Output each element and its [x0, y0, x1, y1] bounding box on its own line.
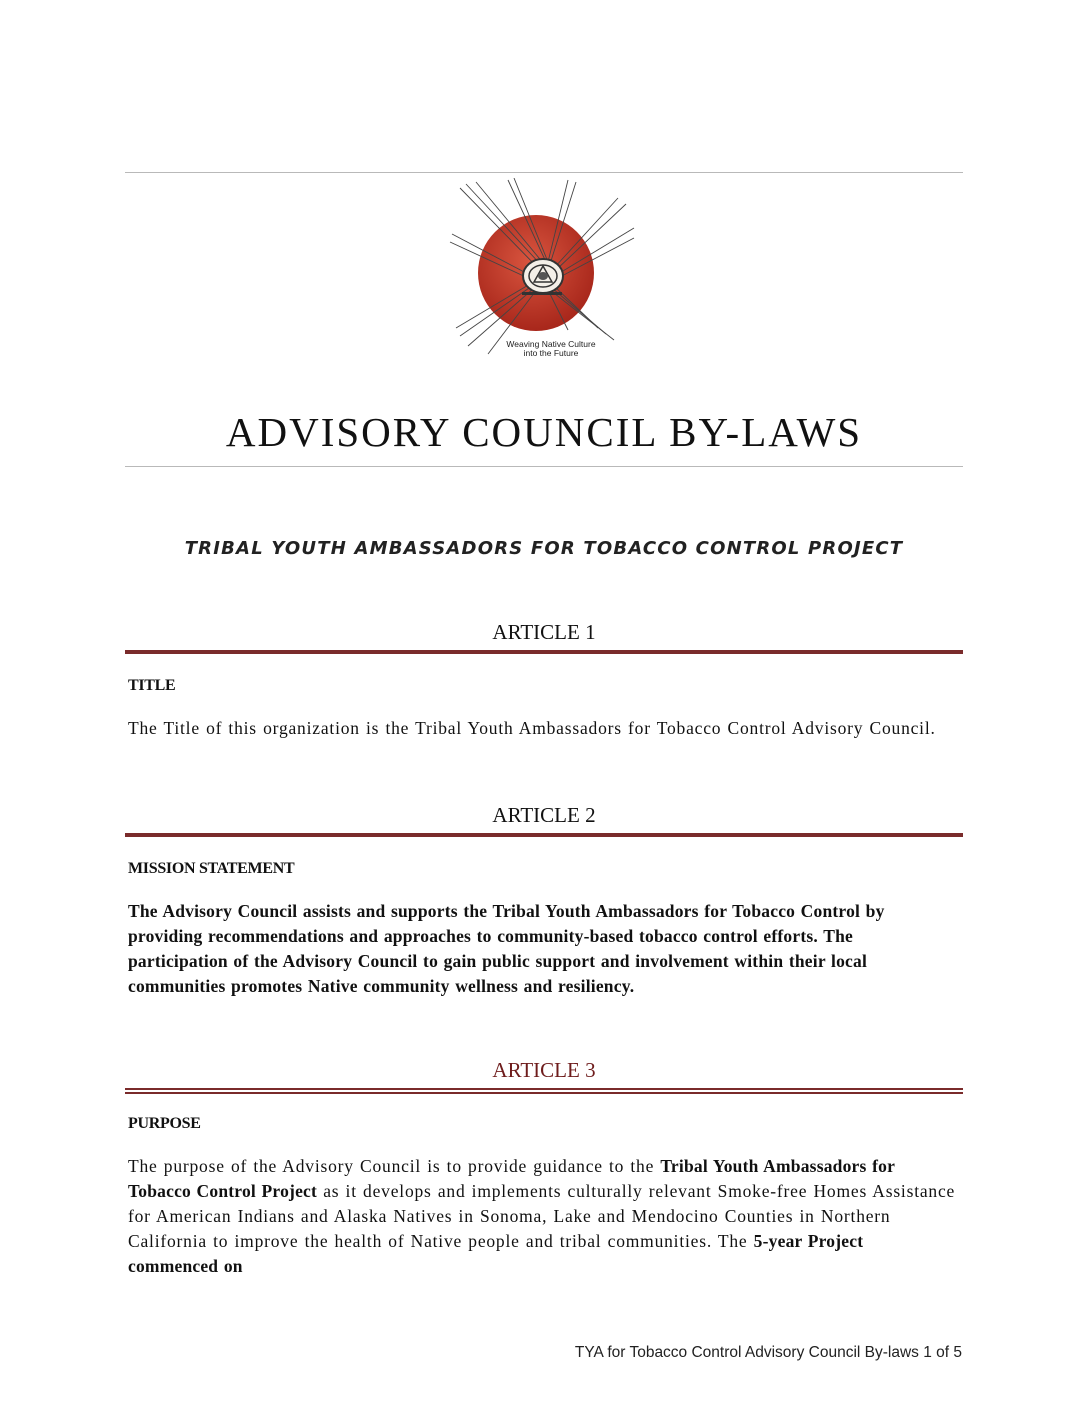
- top-rule: [125, 172, 963, 173]
- article-3-rule: [125, 1088, 963, 1094]
- article-2-rule: [125, 833, 963, 837]
- article-1-rule: [125, 650, 963, 654]
- project-subtitle: TRIBAL YOUTH AMBASSADORS FOR TOBACCO CONTROL PROJECT: [184, 538, 904, 559]
- woven-basket-emblem-icon: [448, 178, 638, 366]
- article-2-label: MISSION STATEMENT: [128, 860, 295, 877]
- logo-caption-line2: into the Future: [523, 348, 579, 358]
- article-3-text-part1: The purpose of the Advisory Council is to provide guidance to the: [128, 1156, 661, 1176]
- article-3-label: PURPOSE: [128, 1115, 201, 1132]
- article-1-heading: ARTICLE 1: [492, 620, 596, 644]
- title-rule: [125, 466, 963, 467]
- article-1-text: The Title of this organization is the Tribal Youth Ambassadors for Tobacco Control Advisory Council.: [128, 718, 936, 738]
- article-3-text-bold1: Tribal Youth Ambassadors for Tobacco Control Project: [128, 1156, 895, 1201]
- article-3-text: [128, 1154, 958, 1279]
- article-2-heading: ARTICLE 2: [492, 803, 596, 827]
- page-title: ADVISORY COUNCIL BY-LAWS: [225, 409, 863, 455]
- article-2-text: The Advisory Council assists and supports the Tribal Youth Ambassadors for Tobacco Control by providing recommendations and approaches to community-based tobacco control efforts. The participation of the Advisory Council to gain public support and involvement within their local communities promotes Native community wellness and resiliency.: [128, 901, 885, 996]
- article-1-label: TITLE: [128, 677, 176, 694]
- article-3-text-bold2: 5-year Project commenced on: [128, 1231, 864, 1276]
- logo-caption-line1: Weaving Native Culture: [506, 339, 596, 349]
- logo: [448, 178, 638, 366]
- article-3-text-part2: as it develops and implements culturally relevant Smoke-free Homes Assistance for American Indians and Alaska Natives in Sonoma, Lake and Mendocino Counties in Northern California to improve the health of Native people and tribal communities. The: [128, 1181, 956, 1251]
- page-footer: TYA for Tobacco Control Advisory Council By-laws 1 of 5: [574, 1344, 962, 1361]
- article-3-heading: ARTICLE 3: [492, 1058, 596, 1082]
